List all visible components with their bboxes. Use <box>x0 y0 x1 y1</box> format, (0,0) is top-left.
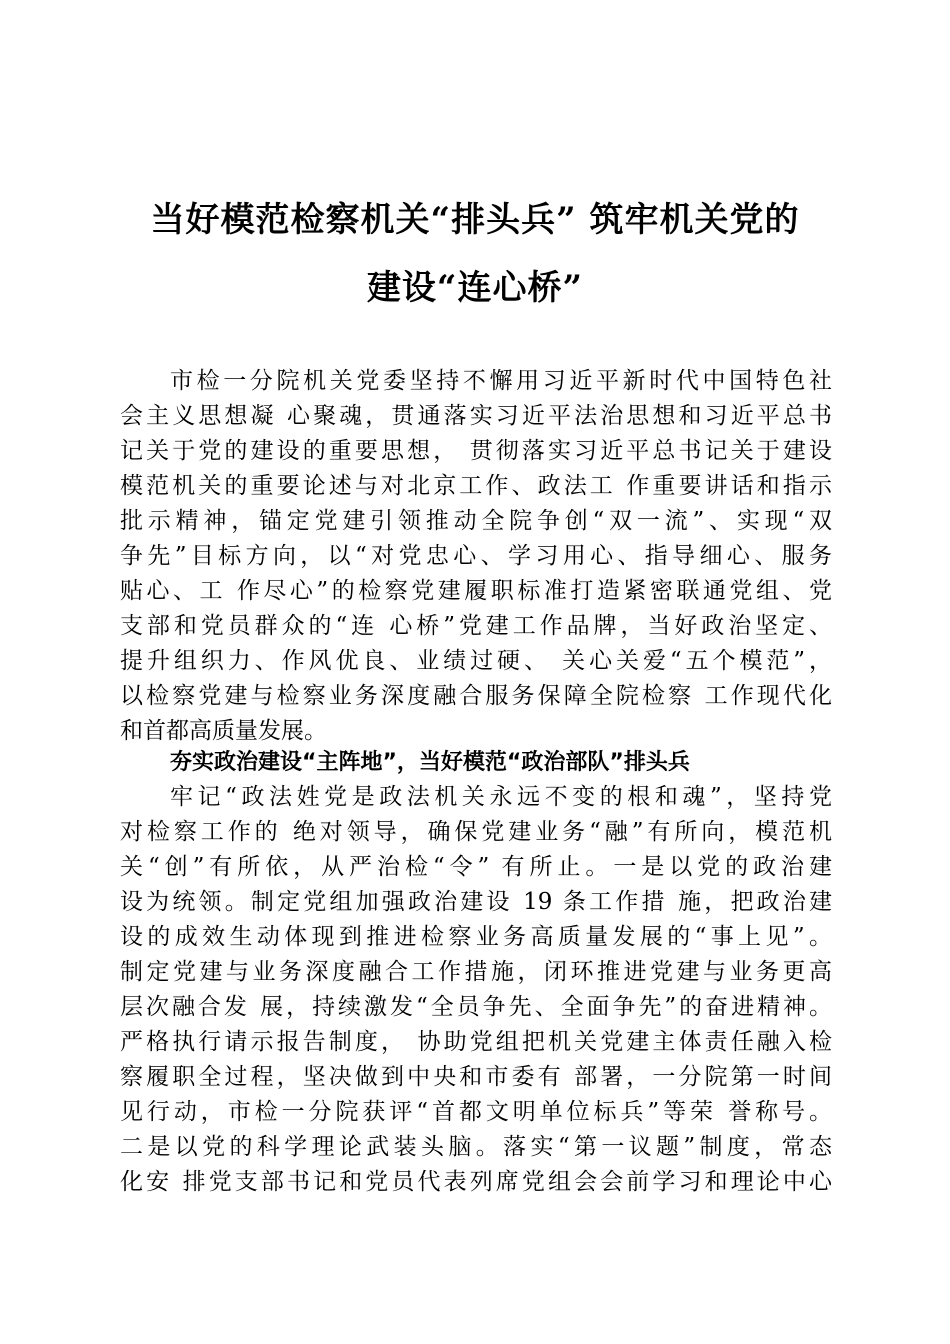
paragraph-line: 提升组织力、作风优良、业绩过硬、 关心关爱“五个模范”， <box>120 648 832 674</box>
paragraph-line: 察履职全过程，坚决做到中央和市委有 部署，一分院第一时间 <box>120 1064 832 1090</box>
paragraph-line: 批示精神，锚定党建引领推动全院争创“双一流”、实现“双 <box>120 508 832 534</box>
paragraph-line: 层次融合发 展，持续激发“全员争先、全面争先”的奋进精神。 <box>120 994 832 1020</box>
paragraph-political-building <box>120 780 832 1200</box>
paragraph-line: 严格执行请示报告制度， 协助党组把机关党建主体责任融入检 <box>120 1029 832 1055</box>
paragraph-line: 制定党建与业务深度融合工作措施，闭环推进党建与业务更高 <box>120 959 832 985</box>
paragraph-line: 见行动，市检一分院获评“首都文明单位标兵”等荣 誉称号。 <box>120 1099 832 1125</box>
section-heading: 夯实政治建设“主阵地”，当好模范“政治部队”排头兵 <box>170 750 690 775</box>
paragraph-line: 市检一分院机关党委坚持不懈用习近平新时代中国特色社 <box>170 368 832 394</box>
paragraph-line: 贴心、工 作尽心”的检察党建履职标准打造紧密联通党组、党 <box>120 578 832 604</box>
paragraph-line: 化安 排党支部书记和党员代表列席党组会会前学习和理论中心 <box>120 1169 832 1195</box>
paragraph-line: 会主义思想凝 心聚魂，贯通落实习近平法治思想和习近平总书 <box>120 403 832 429</box>
document-title-line-2: 建设“连心桥” <box>366 268 584 308</box>
paragraph-line: 争先”目标方向，以“对党忠心、学习用心、指导细心、服务 <box>120 543 832 569</box>
paragraph-intro <box>120 364 832 749</box>
paragraph-line: 设的成效生动体现到推进检察业务高质量发展的“事上见”。 <box>120 924 832 950</box>
paragraph-line: 关“创”有所依，从严治检“令” 有所止。一是以党的政治建 <box>120 854 832 880</box>
paragraph-line: 支部和党员群众的“连 心桥”党建工作品牌，当好政治坚定、 <box>120 613 832 639</box>
paragraph-line: 模范机关的重要论述与对北京工作、政法工 作重要讲话和指示 <box>120 473 832 499</box>
paragraph-line: 记关于党的建设的重要思想， 贯彻落实习近平总书记关于建设 <box>120 438 832 464</box>
paragraph-line: 设为统领。制定党组加强政治建设 19 条工作措 施，把政治建 <box>120 889 832 915</box>
paragraph-line: 和首都高质量发展。 <box>120 718 327 744</box>
paragraph-line: 牢记“政法姓党是政法机关永远不变的根和魂”，坚持党 <box>170 784 832 810</box>
document-title-line-1: 当好模范检察机关“排头兵” 筑牢机关党的 <box>150 200 800 240</box>
paragraph-line: 二是以党的科学理论武装头脑。落实“第一议题”制度，常态 <box>120 1134 832 1160</box>
paragraph-line: 对检察工作的 绝对领导，确保党建业务“融”有所向，模范机 <box>120 819 832 845</box>
paragraph-line: 以检察党建与检察业务深度融合服务保障全院检察 工作现代化 <box>120 683 832 709</box>
